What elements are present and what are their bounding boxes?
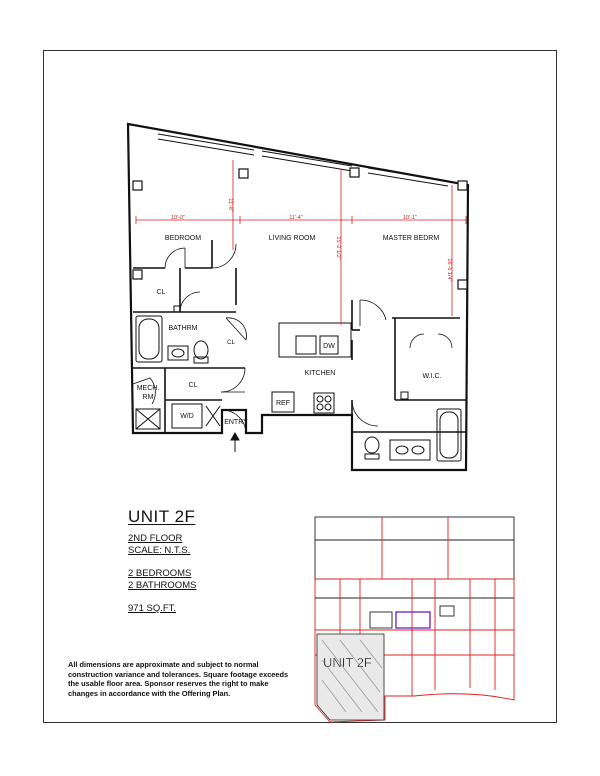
toilet-2	[365, 437, 379, 453]
label-closet-3: CL	[227, 340, 235, 346]
label-mech-room-1: MECH.	[136, 385, 160, 392]
label-master-bedroom: MASTER BEDRM	[382, 235, 440, 242]
label-closet: CL	[156, 289, 166, 296]
key-plan-label: UNIT 2F	[323, 655, 372, 670]
unit-bedrooms: 2 BEDROOMS	[128, 568, 192, 579]
kitchen-sink	[296, 336, 316, 354]
label-mech-room-2: RM	[142, 394, 154, 401]
label-wic: W.I.C.	[422, 373, 442, 380]
label-living-room: LIVING ROOM	[268, 235, 316, 242]
toilet-1	[194, 341, 208, 359]
bathtub-1	[136, 316, 162, 362]
range	[314, 393, 334, 413]
columns	[133, 168, 467, 289]
unit-scale: SCALE: N.T.S.	[128, 545, 191, 556]
label-entry: ENTRY	[224, 419, 248, 426]
label-refrigerator: REF	[276, 400, 290, 407]
window-band	[158, 134, 448, 186]
label-dishwasher: DW	[323, 343, 335, 350]
door-swings	[133, 244, 452, 434]
kitchen-counter	[279, 323, 351, 357]
room-labels	[137, 235, 442, 426]
unit-info	[128, 507, 308, 615]
unit-title: UNIT 2F	[128, 507, 196, 526]
dim-living-height: 15'-2 1/2"	[335, 236, 341, 260]
dim-bedroom-height: 11'-8"	[227, 198, 233, 212]
key-plan-unit-highlight	[317, 634, 384, 720]
label-closet-2: CL	[188, 382, 198, 389]
label-kitchen: KITCHEN	[304, 370, 336, 377]
sink-1	[168, 346, 188, 360]
dim-master-height: 16'-5 1/4"	[446, 258, 452, 282]
dim-living-width: 11'-4"	[289, 215, 303, 221]
label-bedroom: BEDROOM	[164, 235, 202, 242]
label-washer-dryer: W/D	[180, 413, 194, 420]
dimension-lines	[136, 160, 466, 325]
unit-floor: 2ND FLOOR	[128, 533, 183, 544]
dim-master-width: 10'-1"	[402, 215, 418, 221]
dim-bedroom-width: 10'-0"	[170, 215, 186, 221]
disclaimer-text: All dimensions are approximate and subject to normal construction variance and tolerances. Square footage exceeds the usable floor area. Sponsor reserves the right to make changes in accordance with the Offering Plan.	[68, 660, 289, 698]
label-bathroom: BATHRM	[168, 325, 198, 332]
unit-area: 971 SQ.FT.	[128, 603, 177, 614]
unit-bathrooms: 2 BATHROOMS	[128, 580, 197, 591]
entry-arrow-icon	[231, 433, 239, 452]
